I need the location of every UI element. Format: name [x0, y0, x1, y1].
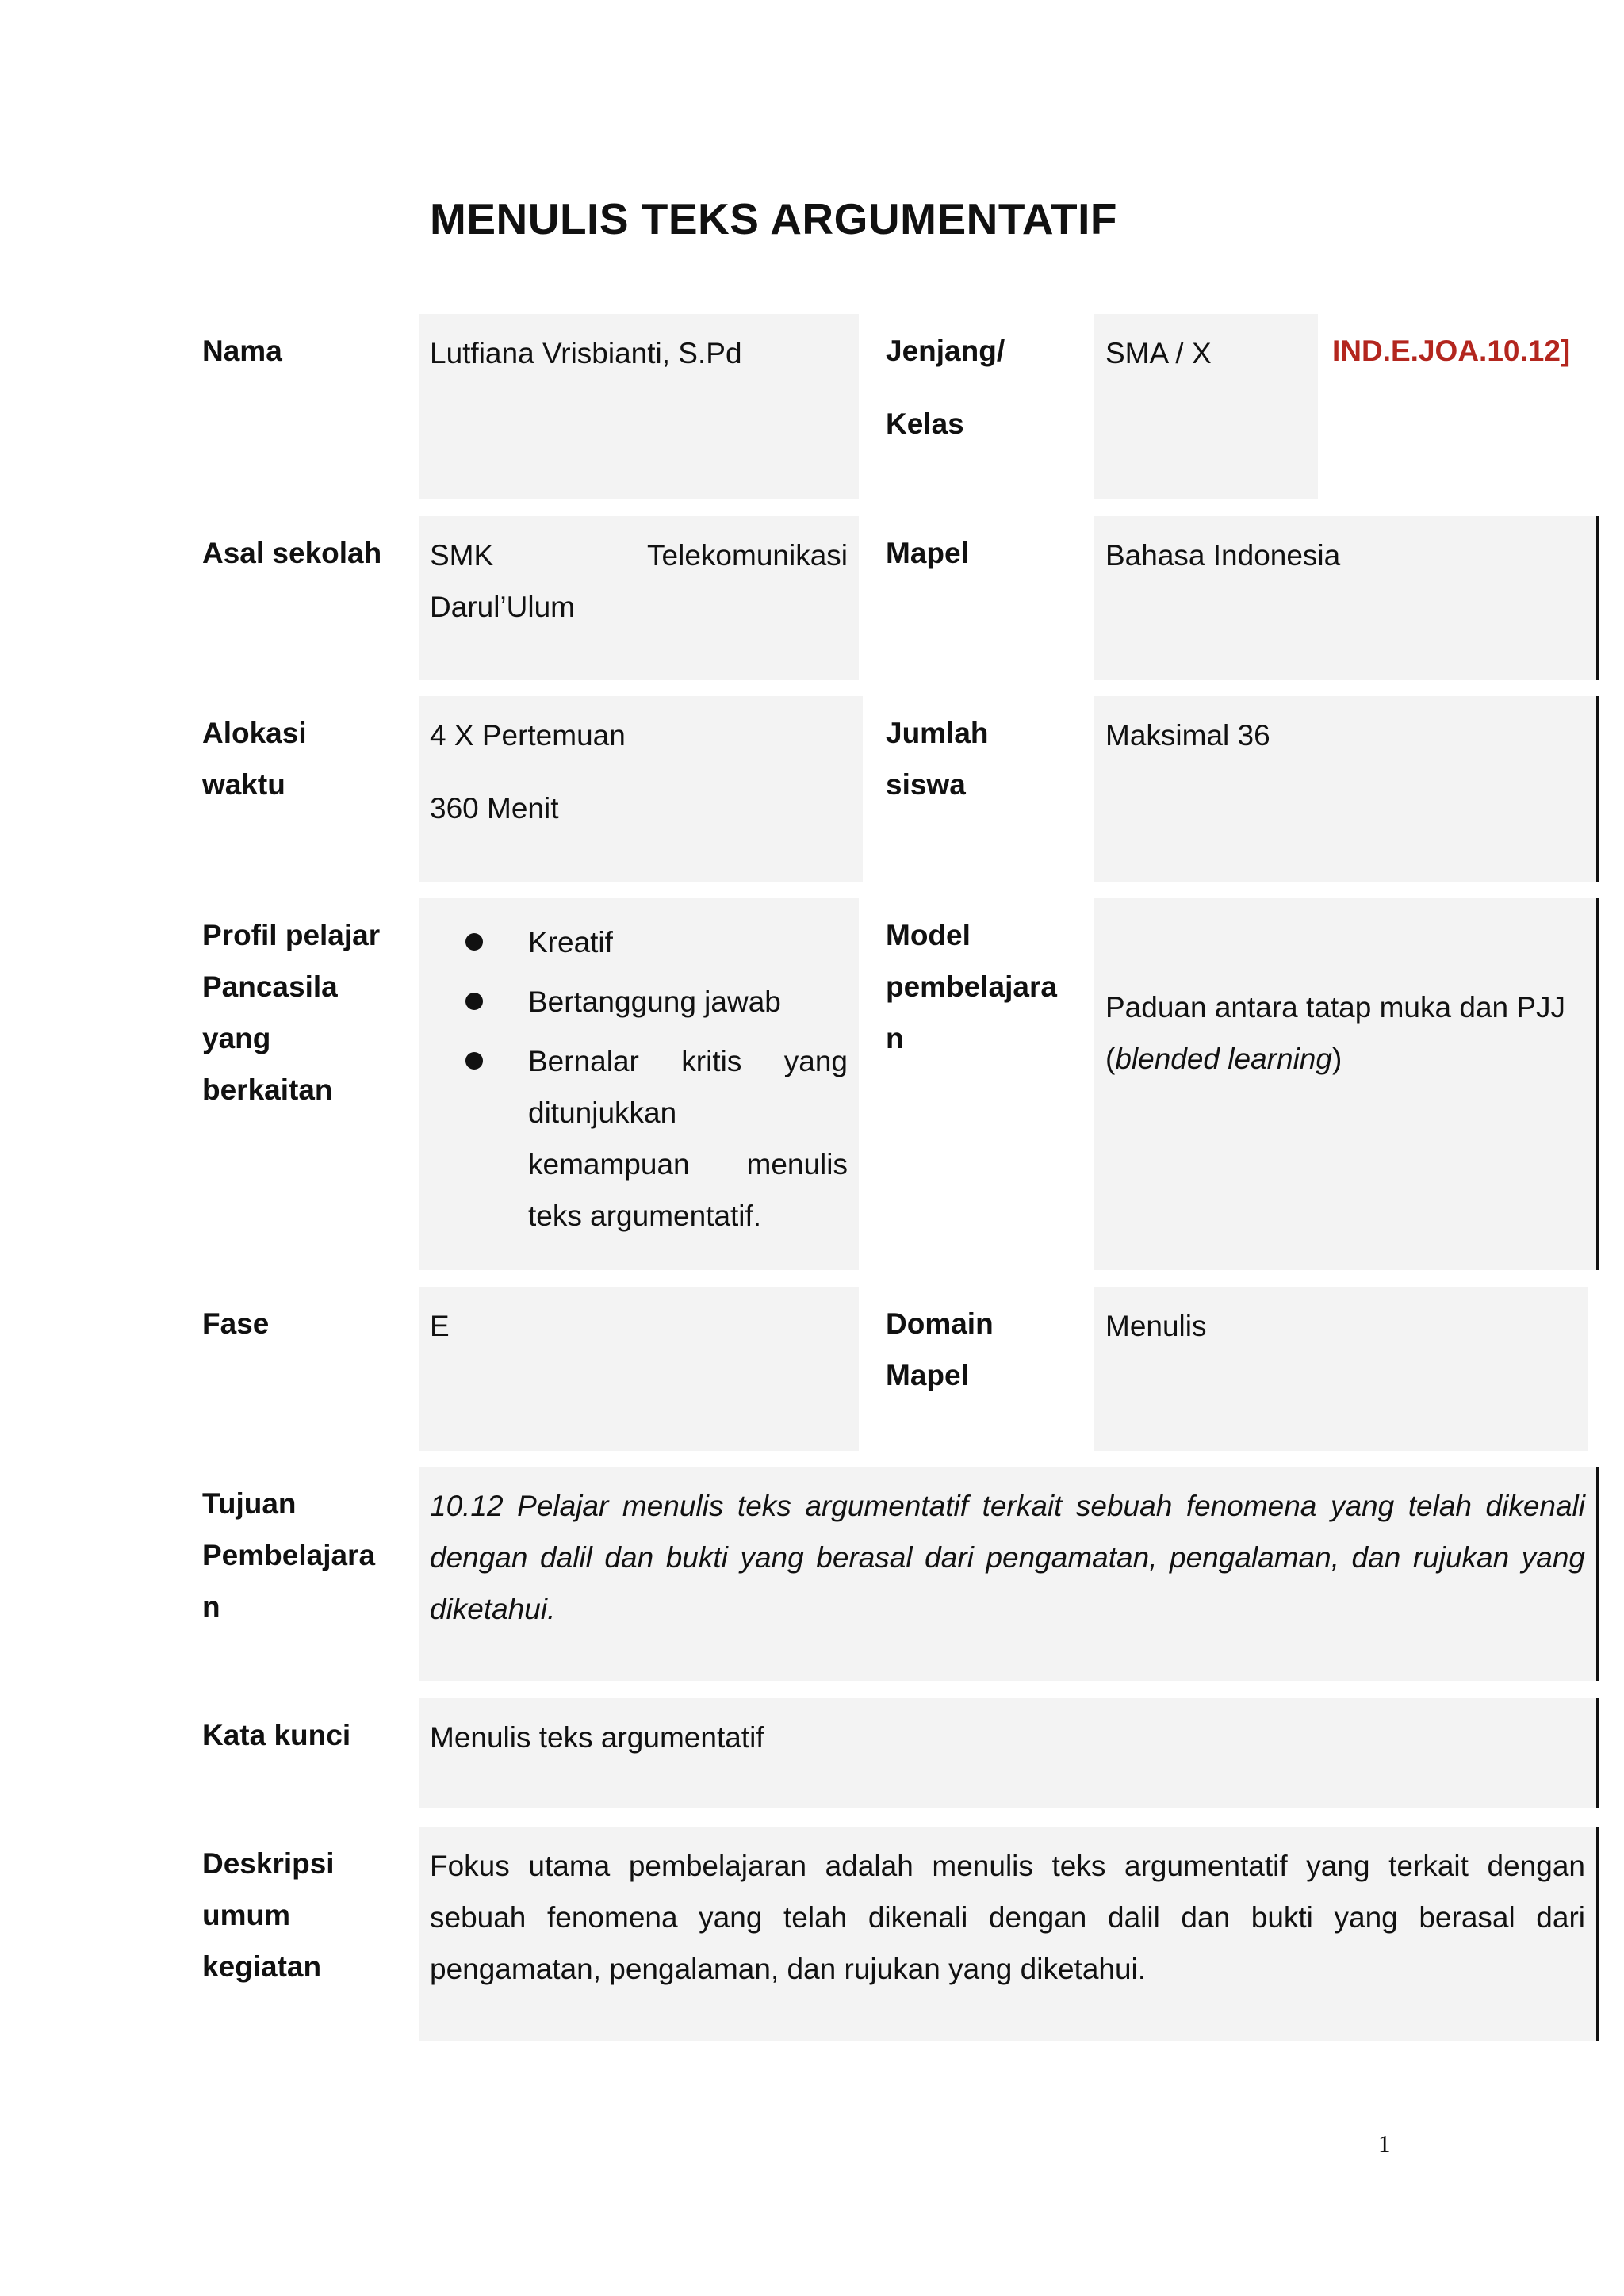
value-tujuan-line3: diketahui.: [430, 1593, 556, 1625]
field-jenjang: [1094, 314, 1318, 499]
value-asal-sekolah-word1: SMK: [430, 539, 494, 572]
page-number: 1: [1378, 2130, 1391, 2157]
label-model-line3: n: [886, 1022, 904, 1054]
label-deskripsi-line2: umum: [202, 1899, 290, 1931]
field-domain-mapel: [1094, 1287, 1588, 1451]
field-tujuan-pembelajaran: [419, 1467, 1599, 1681]
field-profil-pelajar: [419, 898, 859, 1270]
label-domain-line2: Mapel: [886, 1359, 969, 1391]
profil-item-bertanggung-jawab: Bertanggung jawab: [528, 985, 781, 1018]
label-deskripsi-umum: [202, 1838, 335, 1992]
label-domain-line1: Domain: [886, 1307, 994, 1340]
value-tujuan-line1: 10.12 Pelajar menulis teks argumentatif terkait sebuah fenomena yang telah dikenali: [430, 1490, 1585, 1522]
label-model-line2: pembelajara: [886, 970, 1057, 1003]
value-deskripsi-line2: sebuah fenomena yang telah dikenali dengan dalil dan bukti yang berasal dari: [430, 1901, 1585, 1934]
label-alokasi-waktu: [202, 707, 307, 810]
label-profil-line1: [202, 909, 393, 961]
document-title: MENULIS TEKS ARGUMENTATIF: [430, 194, 1117, 243]
profil-list: [430, 916, 848, 1242]
label-mapel: Mapel: [886, 537, 969, 569]
value-nama: Lutfiana Vrisbianti, S.Pd: [430, 337, 742, 369]
value-alokasi-line1: 4 X Pertemuan: [430, 719, 626, 752]
label-deskripsi-line3: kegiatan: [202, 1950, 322, 1983]
value-asal-sekolah-word2: Telekomunikasi: [647, 539, 848, 572]
label-tujuan-line2: Pembelajara: [202, 1539, 376, 1571]
label-model-pembelajaran: [886, 909, 1057, 1064]
label-profil-pelajar: [202, 909, 393, 1115]
value-alokasi-line2: 360 Menit: [430, 792, 559, 825]
field-alokasi-waktu: [419, 696, 863, 882]
competency-code: IND.E.JOA.10.12]: [1332, 335, 1571, 367]
profil-item3-line1: Bernalar kritis yang: [528, 1045, 848, 1077]
label-jumlah-siswa: [886, 707, 989, 810]
profil-item3-line3: kemampuan menulis: [528, 1148, 848, 1181]
label-deskripsi-line1: Deskripsi: [202, 1847, 335, 1880]
label-tujuan-line3: n: [202, 1590, 220, 1623]
value-tujuan-line2: dengan dalil dan bukti yang berasal dari pengamatan, pengalaman, dan rujukan yang: [430, 1541, 1585, 1574]
label-jenjang-line1: Jenjang/: [886, 335, 1005, 367]
value-jenjang: SMA / X: [1105, 337, 1212, 369]
value-model-line1: Paduan antara tatap muka dan PJJ: [1105, 991, 1566, 1024]
field-asal-sekolah: [419, 516, 859, 680]
value-asal-sekolah-line2: Darul’Ulum: [430, 591, 575, 623]
field-nama: [419, 314, 859, 499]
field-mapel: [1094, 516, 1599, 680]
profil-item3-line4: teks argumentatif.: [528, 1200, 762, 1232]
label-jenjang: [886, 325, 1005, 450]
label-model-line1: Model: [886, 919, 971, 951]
bullet-icon: [465, 933, 483, 951]
value-kata-kunci: Menulis teks argumentatif: [430, 1721, 764, 1754]
field-fase: [419, 1287, 859, 1451]
label-tujuan-pembelajaran: [202, 1478, 375, 1632]
label-fase: Fase: [202, 1307, 270, 1340]
label-alokasi-line2: waktu: [202, 768, 285, 801]
label-jumlah-line1: Jumlah: [886, 717, 989, 749]
label-jenjang-line2: Kelas: [886, 408, 964, 440]
value-mapel: Bahasa Indonesia: [1105, 539, 1341, 572]
field-model-pembelajaran: [1094, 898, 1599, 1270]
value-deskripsi-line1: Fokus utama pembelajaran adalah menulis teks argumentatif yang terkait dengan: [430, 1850, 1585, 1882]
list-item: [430, 976, 848, 1027]
value-domain-mapel: Menulis: [1105, 1310, 1207, 1342]
list-item: [430, 1035, 848, 1242]
profil-item3-line2: ditunjukkan: [528, 1096, 677, 1129]
list-item: [430, 916, 848, 968]
value-model-line2: [1105, 1033, 1585, 1085]
field-kata-kunci: [419, 1698, 1599, 1808]
label-profil-line3: yang: [202, 1022, 271, 1054]
label-tujuan-line1: Tujuan: [202, 1487, 297, 1520]
label-domain-mapel: [886, 1298, 994, 1401]
label-nama: Nama: [202, 335, 282, 367]
label-profil-line2: Pancasila: [202, 970, 338, 1003]
label-asal-sekolah: Asal sekolah: [202, 537, 382, 569]
value-jumlah-siswa: Maksimal 36: [1105, 719, 1270, 752]
label-profil-line4: berkaitan: [202, 1073, 333, 1106]
bullet-icon: [465, 993, 483, 1010]
paren-open: (: [1105, 1043, 1116, 1075]
profil-item-kreatif: Kreatif: [528, 926, 613, 959]
label-profil-line1-text: Profil pelajar: [202, 919, 381, 951]
label-jumlah-line2: siswa: [886, 768, 966, 801]
value-fase: E: [430, 1310, 450, 1342]
paren-close: ): [1331, 1043, 1342, 1075]
field-deskripsi-umum: [419, 1827, 1599, 2041]
field-jumlah-siswa: [1094, 696, 1599, 882]
label-kata-kunci: Kata kunci: [202, 1719, 351, 1751]
value-deskripsi-line3: pengamatan, pengalaman, dan rujukan yang diketahui.: [430, 1953, 1147, 1985]
label-alokasi-line1: Alokasi: [202, 717, 307, 749]
value-model-italic: blended learning: [1115, 1043, 1332, 1075]
bullet-icon: [465, 1052, 483, 1070]
